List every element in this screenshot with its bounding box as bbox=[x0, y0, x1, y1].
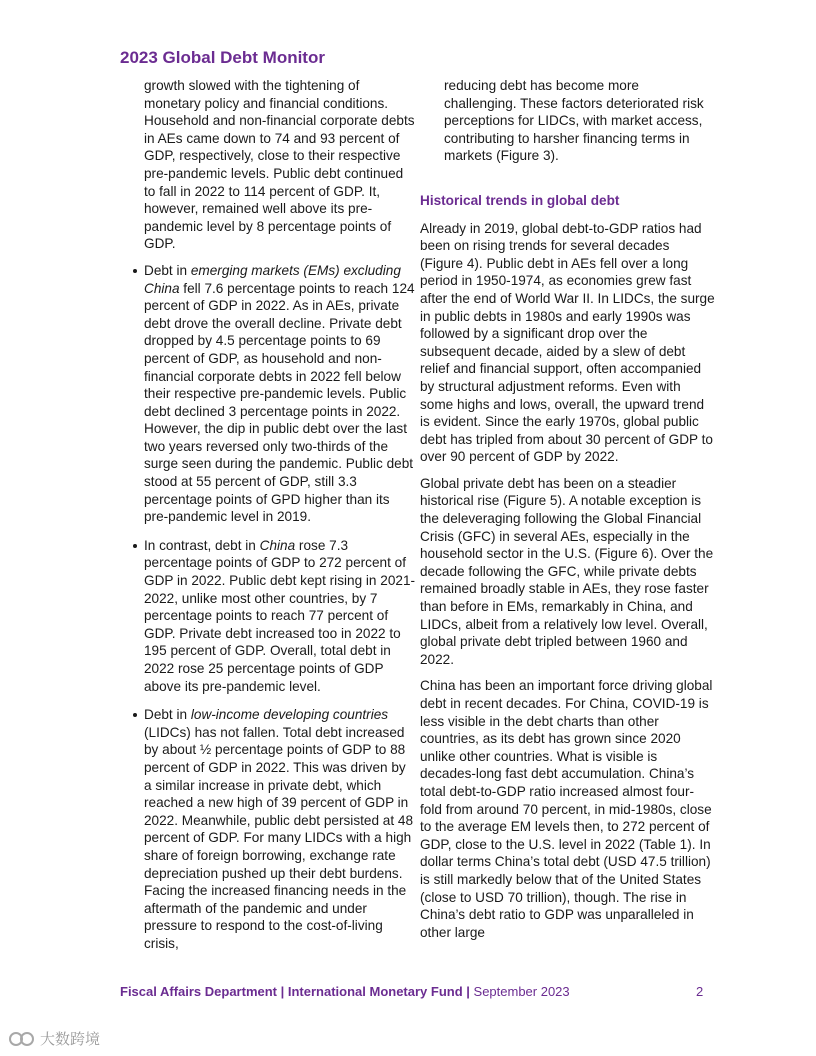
page-number: 2 bbox=[696, 984, 704, 999]
watermark bbox=[8, 1028, 100, 1049]
bullet-italic-term: emerging markets (EMs) excluding China bbox=[144, 262, 401, 296]
bullet-body: (LIDCs) has not fallen. Total debt increased by about ½ percentage points of GDP to 88 percent of GDP in 2022. This was driven by a similar increase in private debt, which reached a new high of 39 percent of GDP in 2022. Meanwhile, public debt persisted at 48 percent of GDP. For many LIDCs with a high share of foreign borrowing, exchange rate depreciation pushed up their debt burdens. Facing the increased financing needs in the aftermath of the pandemic and under pressure to respond to the cost-of-living crisis, bbox=[144, 724, 414, 951]
bullet-china bbox=[126, 537, 416, 695]
footer-date: September 2023 bbox=[469, 984, 570, 999]
bullet-italic-term: low-income developing countries bbox=[190, 707, 389, 723]
page-footer bbox=[120, 984, 570, 999]
page-header-title: 2023 Global Debt Monitor bbox=[120, 48, 325, 67]
body-paragraph-3: China has been an important force driving global debt in recent decades. For China, COVID-19 is less visible in the debt charts than other countries, as its debt has grown since 2020 unlike other countries. What is visible is decades-long fast debt accumulation. China’s total debt-to-GDP ratio increased almost four-fold from around 70 percent, in mid-1980s, close to the average EM levels then, to 272 percent of GDP, close to the U.S. level in 2022 (Table 1). In dollar terms China’s total debt (USD 47.5 trillion) is still markedly below that of the United States (close to USD 70 trillion), though. The rise in China’s debt ratio to GDP was unparalleled in other large bbox=[420, 678, 713, 940]
bullet-body: rose 7.3 percentage points of GDP to 272 percent of GDP in 2022. Public debt kept rising in 2021-2022, unlike most other countries, by 7 percentage points to reach 77 percent of GDP. Private debt increased too in 2022 to 195 percent of GDP. Overall, total debt in 2022 rose 25 percentage points of GDP above its pre-pandemic level. bbox=[144, 537, 416, 694]
bullet-lead: Debt in bbox=[144, 707, 191, 723]
bullet-body: fell 7.6 percentage points to reach 124 percent of GDP in 2022. As in AEs, private debt drove the overall decline. Private debt dropped by 4.5 percentage points to 69 percent of GDP, as household and non-financial corporate debts in 2022 fell below their respective pre-pandemic levels. Public debt declined 3 percentage points in 2022. However, the dip in public debt over the last two years reversed only two-thirds of the surge seen during the pandemic. Public debt stood at 55 percent of GDP, still 3.3 percentage points of GPD higher than its pre-pandemic level in 2019. bbox=[144, 280, 415, 525]
watermark-logo-icon bbox=[8, 1029, 36, 1049]
watermark-text: 大数跨境 bbox=[40, 1031, 101, 1048]
bullet-lidcs bbox=[126, 706, 416, 952]
bullet-emerging-markets bbox=[126, 262, 416, 526]
intro-paragraph: growth slowed with the tightening of monetary policy and financial conditions. Household and non-financial corporate debts in AEs came down to 74 and 93 percent of GDP, respectively, close to their respective pre-pandemic levels. Public debt continued to fall in 2022 to 114 percent of GDP. It, however, remained well above its pre-pandemic level by 8 percentage points of GDP. bbox=[144, 78, 415, 252]
body-paragraph-1: Already in 2019, global debt-to-GDP ratios had been on rising trends for several decades (Figure 4). Public debt in AEs fell over a long period in 1950-1974, as economies grew fast after the end of World War II. In LIDCs, the surge in public debts in 1980s and early 1990s was followed by a significant drop over the subsequent decade, aided by a slew of debt relief and financial support, often accompanied by structural adjustment reforms. Even with some highs and lows, overall, the upward trend is evident. Since the early 1970s, global public debt has tripled from about 30 percent of GDP to over 90 percent of GDP by 2022. bbox=[420, 220, 715, 465]
bullet-italic-term: China bbox=[259, 537, 296, 553]
continuation-paragraph: reducing debt has become more challenging. These factors deteriorated risk perceptions for LIDCs, with market access, contributing to harsher financing terms in markets (Figure 3). bbox=[444, 78, 704, 164]
body-paragraph-2: Global private debt has been on a steadier historical rise (Figure 5). A notable exception is the deleveraging following the Global Financial Crisis (GFC) in several AEs, especially in the household sector in the U.S. (Figure 6). Over the decade following the GFC, while private debts remained broadly stable in AEs, they rose faster than before in EMs, remarkably in China, and LIDCs, albeit from a relatively low level. Overall, global private debt tripled between 1960 and 2022. bbox=[420, 475, 714, 667]
right-column bbox=[420, 77, 715, 950]
section-heading-historical-trends: Historical trends in global debt bbox=[420, 192, 620, 208]
footer-department: Fiscal Affairs Department | International Monetary Fund | bbox=[120, 984, 470, 999]
bullet-lead: In contrast, debt in bbox=[144, 537, 260, 553]
bullet-lead: Debt in bbox=[144, 262, 191, 278]
left-column bbox=[126, 77, 416, 964]
